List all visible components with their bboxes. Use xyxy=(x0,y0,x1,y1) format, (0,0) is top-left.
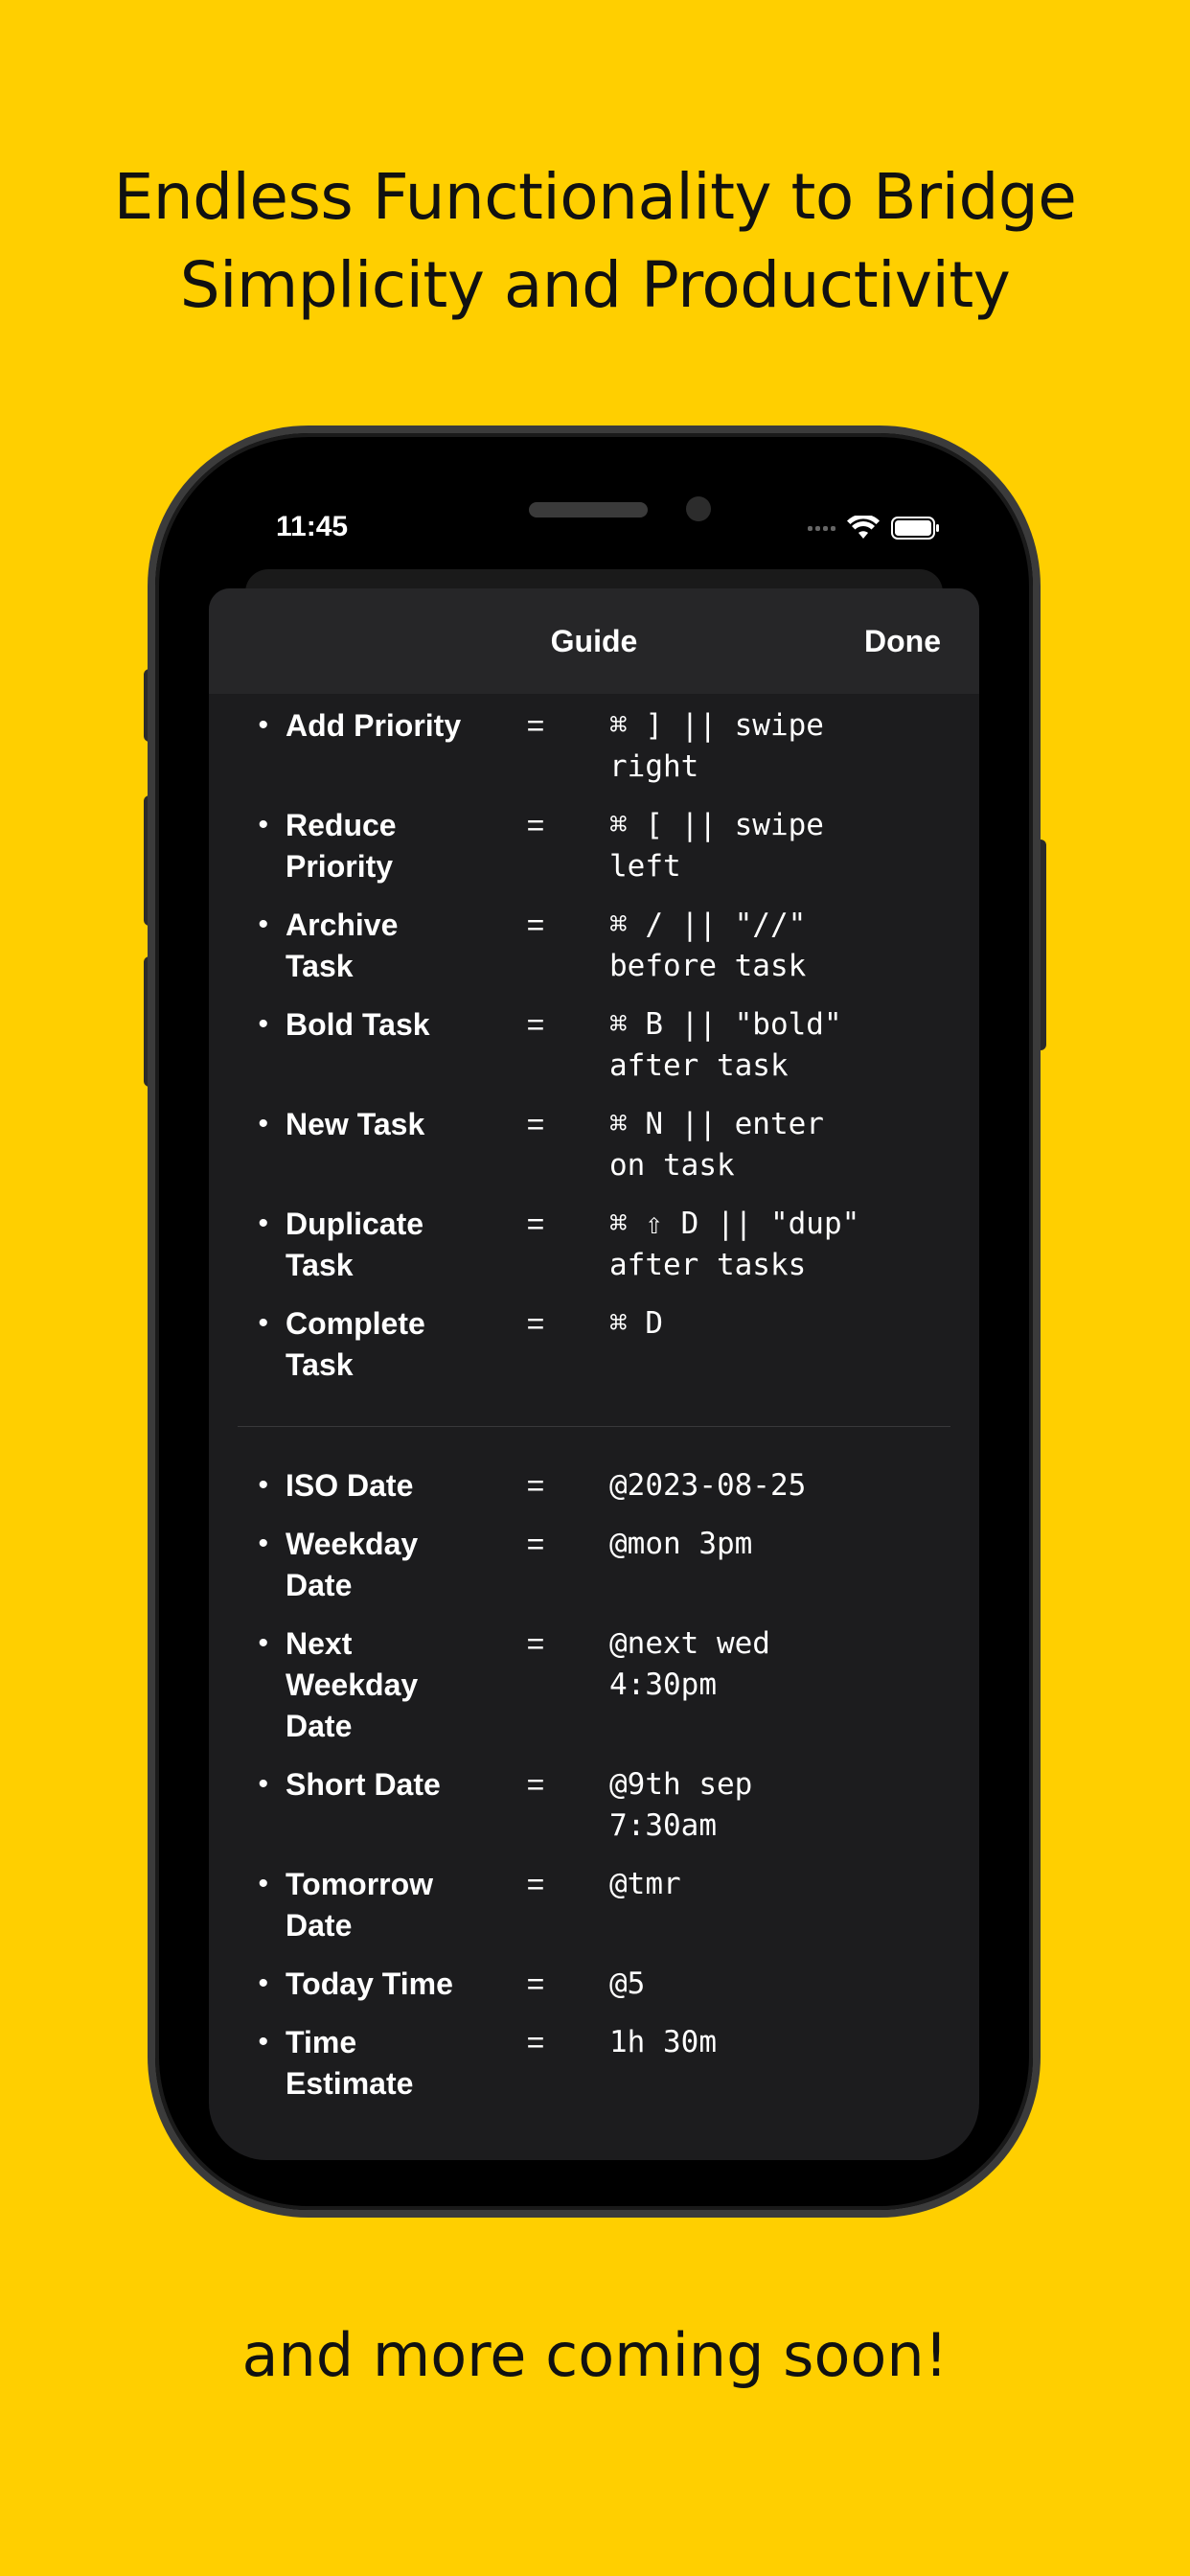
list-item xyxy=(209,1524,979,1623)
shortcut-keys: @9th sep 7:30am xyxy=(609,1767,770,1843)
bullet-point: • xyxy=(258,709,268,741)
shortcut-keys: 1h 30m xyxy=(609,2025,717,2059)
guide-sheet xyxy=(209,588,979,2160)
equals-sign: = xyxy=(526,708,545,743)
status-icons xyxy=(808,514,941,542)
shortcut-name: Duplicate Task xyxy=(286,1207,424,1282)
list-item xyxy=(209,1864,979,1964)
equals-sign: = xyxy=(526,1207,545,1241)
headline-line-2: Simplicity and Productivity xyxy=(179,248,1011,322)
shortcut-name: New Task xyxy=(286,1107,425,1141)
shortcut-name: Weekday Date xyxy=(286,1527,419,1602)
shortcut-keys: @5 xyxy=(609,1966,646,2001)
list-item xyxy=(209,1104,979,1204)
shortcut-name: ISO Date xyxy=(286,1468,414,1503)
battery-icon xyxy=(891,516,941,540)
list-item xyxy=(209,1004,979,1104)
bullet-point: • xyxy=(258,1768,268,1800)
status-time: 11:45 xyxy=(276,511,349,542)
list-item xyxy=(209,905,979,1004)
list-item xyxy=(209,1303,979,1403)
done-button[interactable]: Done xyxy=(864,624,941,658)
list-item xyxy=(209,1623,979,1764)
nav-title: Guide xyxy=(550,624,638,658)
bullet-point: • xyxy=(258,908,268,940)
shortcut-name: Next Weekday Date xyxy=(286,1626,419,1743)
list-item xyxy=(209,705,979,805)
bullet-point: • xyxy=(258,1307,268,1339)
equals-sign: = xyxy=(526,1767,545,1802)
equals-sign: = xyxy=(526,1966,545,2001)
equals-sign: = xyxy=(526,1007,545,1042)
equals-sign: = xyxy=(526,1527,545,1561)
bullet-point: • xyxy=(258,1868,268,1899)
equals-sign: = xyxy=(526,808,545,842)
list-item xyxy=(209,2022,979,2122)
earpiece-speaker xyxy=(529,502,648,518)
shortcut-keys: ⌘ ⇧ D || "dup" after tasks xyxy=(609,1207,878,1282)
shortcut-name: Add Priority xyxy=(286,708,462,743)
task-shortcuts xyxy=(209,705,979,1403)
phone-frame xyxy=(155,433,1033,2210)
shortcut-keys: ⌘ ] || swipe right xyxy=(609,708,842,784)
shortcut-keys: ⌘ N || enter on task xyxy=(609,1107,842,1183)
equals-sign: = xyxy=(526,2025,545,2059)
date-shortcuts xyxy=(209,1465,979,2122)
shortcut-name: Bold Task xyxy=(286,1007,430,1042)
headline xyxy=(0,153,1190,330)
footer-text: and more coming soon! xyxy=(241,2320,949,2390)
list-item xyxy=(209,1465,979,1524)
shortcut-keys: @tmr xyxy=(609,1867,681,1901)
headline-line-1: Endless Functionality to Bridge xyxy=(113,160,1077,234)
section-divider xyxy=(238,1426,950,1427)
bullet-point: • xyxy=(258,1627,268,1659)
bullet-point: • xyxy=(258,1967,268,1999)
equals-sign: = xyxy=(526,1107,545,1141)
shortcut-keys: ⌘ / || "//" before task xyxy=(609,908,824,983)
shortcut-name: Archive Task xyxy=(286,908,399,983)
bullet-point: • xyxy=(258,1208,268,1239)
shortcut-name: Time Estimate xyxy=(286,2025,414,2101)
shortcut-list[interactable] xyxy=(209,694,979,2122)
nav-bar xyxy=(209,588,979,694)
wifi-icon xyxy=(847,516,880,540)
front-camera xyxy=(686,496,711,521)
shortcut-name: Short Date xyxy=(286,1767,441,1802)
equals-sign: = xyxy=(526,1468,545,1503)
shortcut-name: Reduce Priority xyxy=(286,808,397,884)
list-item xyxy=(209,1764,979,1864)
power-button xyxy=(1033,840,1046,1050)
shortcut-keys: @next wed 4:30pm xyxy=(609,1626,789,1702)
bullet-point: • xyxy=(258,1528,268,1559)
list-item xyxy=(209,1964,979,2022)
equals-sign: = xyxy=(526,1867,545,1901)
shortcut-keys: ⌘ B || "bold" after task xyxy=(609,1007,860,1083)
shortcut-keys: @2023-08-25 xyxy=(609,1468,807,1503)
shortcut-keys: @mon 3pm xyxy=(609,1527,753,1561)
list-item xyxy=(209,805,979,905)
bullet-point: • xyxy=(258,809,268,840)
bullet-point: • xyxy=(258,2026,268,2058)
shortcut-keys: ⌘ [ || swipe left xyxy=(609,808,842,884)
equals-sign: = xyxy=(526,1626,545,1661)
equals-sign: = xyxy=(526,1306,545,1341)
bullet-point: • xyxy=(258,1469,268,1501)
shortcut-name: Tomorrow Date xyxy=(286,1867,434,1943)
list-item xyxy=(209,1204,979,1303)
shortcut-keys: ⌘ D xyxy=(609,1306,663,1341)
bullet-point: • xyxy=(258,1008,268,1040)
bullet-point: • xyxy=(258,1108,268,1139)
shortcut-name: Complete Task xyxy=(286,1306,425,1382)
cellular-signal-icon xyxy=(808,526,835,531)
shortcut-name: Today Time xyxy=(286,1966,453,2001)
equals-sign: = xyxy=(526,908,545,942)
